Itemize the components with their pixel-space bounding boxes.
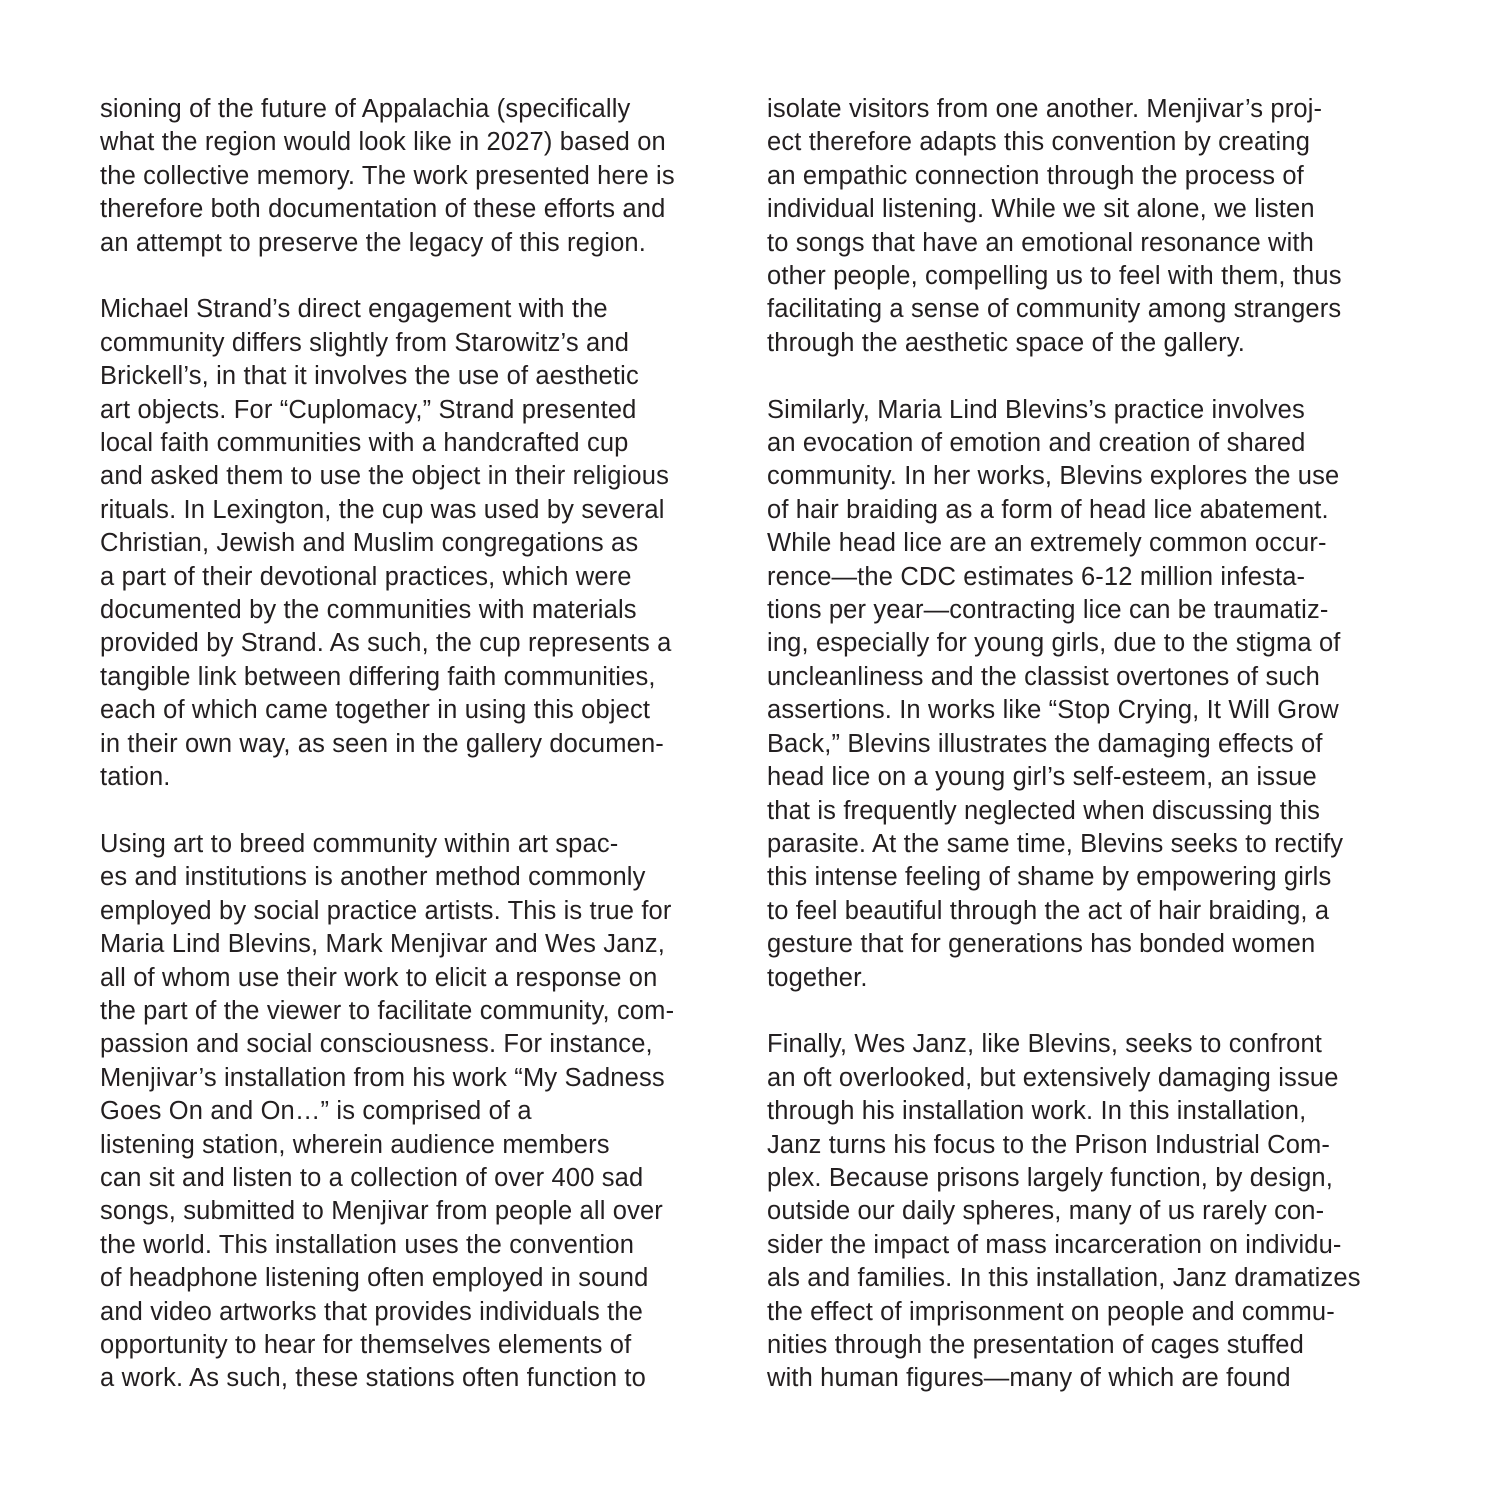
paragraph [100,293,740,794]
text-line: songs, submitted to Menjivar from people all over [100,1197,663,1226]
text-line: other people, compelling us to feel with them, thus [767,262,1342,291]
text-line: Back,” Blevins illustrates the damaging effects of [767,729,1323,758]
text-line: community differs slightly from Starowitz’s and [100,328,630,357]
text-line: Finally, Wes Janz, like Blevins, seeks to confront [767,1030,1323,1059]
text-line: sider the impact of mass incarceration on individu- [767,1230,1342,1259]
text-line: local faith communities with a handcrafted cup [100,429,629,458]
text-line: assertions. In works like “Stop Crying, It Will Grow [767,696,1339,725]
text-line: isolate visitors from one another. Menjivar’s proj- [767,95,1323,123]
paragraph [100,828,740,1396]
text-line: the collective memory. The work presented here is [100,161,675,190]
text-line: what the region would look like in 2027) based on [100,128,666,157]
text-line: an attempt to preserve the legacy of this region. [100,228,646,257]
text-line: and asked them to use the object in their religious [100,462,669,491]
text-line: plex. Because prisons largely function, by design, [767,1163,1333,1192]
text-line: and video artworks that provides individuals the [100,1297,643,1326]
text-line: als and families. In this installation, Janz dramatizes [767,1264,1361,1293]
text-line: Janz turns his focus to the Prison Industrial Com- [767,1130,1331,1159]
text-line: Maria Lind Blevins, Mark Menjivar and Wes Janz, [100,930,665,959]
text-line: an oft overlooked, but extensively damaging issue [767,1063,1339,1092]
text-line: nities through the presentation of cages stuffed [767,1331,1304,1359]
text-line: tions per year—contracting lice can be traumatiz- [767,596,1329,625]
paragraph [767,93,1407,360]
paragraph [767,1028,1407,1395]
text-line: provided by Strand. As such, the cup represents a [100,629,672,658]
text-line: therefore both documentation of these efforts and [100,195,666,224]
text-line: art objects. For “Cuplomacy,” Strand presented [100,395,637,424]
text-line: with human figures—many of which are found [767,1364,1291,1393]
text-line: through the aesthetic space of the gallery. [767,328,1246,357]
text-line: community. In her works, Blevins explores the use [767,462,1340,491]
text-line: ing, especially for young girls, due to the stigma of [767,629,1341,658]
text-line: Menjivar’s installation from his work “My Sadness [100,1063,665,1092]
text-line: sioning of the future of Appalachia (specifically [100,95,631,123]
text-line: documented by the communities with materials [100,596,637,625]
text-line: head lice on a young girl’s self-esteem, an issue [767,763,1317,792]
text-line: tangible link between differing faith communities, [100,662,656,691]
text-line: this intense feeling of shame by empowering girls [767,863,1332,892]
text-line: together. [767,963,868,992]
text-line: tation. [100,763,171,792]
text-line: rence—the CDC estimates 6-12 million infesta- [767,562,1306,591]
text-line: all of whom use their work to elicit a response on [100,963,658,992]
paragraph [767,394,1407,995]
text-line: a work. As such, these stations often function to [100,1364,646,1393]
text-line: Christian, Jewish and Muslim congregations as [100,529,639,558]
text-line: Goes On and On…” is comprised of a [100,1097,532,1126]
text-line: facilitating a sense of community among strangers [767,295,1342,324]
text-line: uncleanliness and the classist overtones of such [767,662,1320,691]
text-line: a part of their devotional practices, which were [100,562,632,591]
text-line: parasite. At the same time, Blevins seeks to rectify [767,829,1344,858]
text-line: Michael Strand’s direct engagement with the [100,295,608,324]
text-line: opportunity to hear for themselves elements of [100,1331,632,1359]
text-line: of hair braiding as a form of head lice abatement. [767,495,1329,524]
text-line: rituals. In Lexington, the cup was used by several [100,495,665,524]
text-line: listening station, wherein audience members [100,1130,610,1159]
text-line: the world. This installation uses the convention [100,1230,635,1259]
left-column [100,93,740,1429]
text-line: ect therefore adapts this convention by creating [767,128,1311,157]
text-line: through his installation work. In this installation, [767,1097,1307,1126]
text-line: employed by social practice artists. This is true for [100,896,672,925]
text-line: to songs that have an emotional resonance with [767,228,1314,257]
text-line: of headphone listening often employed in sound [100,1264,649,1293]
text-line: each of which came together in using this object [100,696,651,725]
text-line: in their own way, as seen in the gallery documen- [100,729,664,758]
right-column [767,93,1407,1429]
text-line: While head lice are an extremely common occur- [767,529,1327,558]
text-line: the effect of imprisonment on people and commu- [767,1297,1335,1326]
paragraph [100,93,740,260]
text-line: passion and social consciousness. For instance, [100,1030,653,1059]
text-line: es and institutions is another method commonly [100,863,646,892]
text-line: Similarly, Maria Lind Blevins’s practice involves [767,395,1305,424]
text-line: Using art to breed community within art spac- [100,829,619,858]
text-line: gesture that for generations has bonded women [767,930,1316,959]
text-line: the part of the viewer to facilitate community, com- [100,996,675,1025]
text-line: Brickell’s, in that it involves the use of aesthetic [100,362,639,391]
text-line: to feel beautiful through the act of hair braiding, a [767,896,1330,925]
text-line: can sit and listen to a collection of over 400 sad [100,1163,644,1192]
text-line: an evocation of emotion and creation of shared [767,429,1306,458]
text-line: outside our daily spheres, many of us rarely con- [767,1197,1325,1226]
text-line: an empathic connection through the process of [767,161,1304,190]
text-line: that is frequently neglected when discussing this [767,796,1321,825]
text-line: individual listening. While we sit alone, we listen [767,195,1315,224]
